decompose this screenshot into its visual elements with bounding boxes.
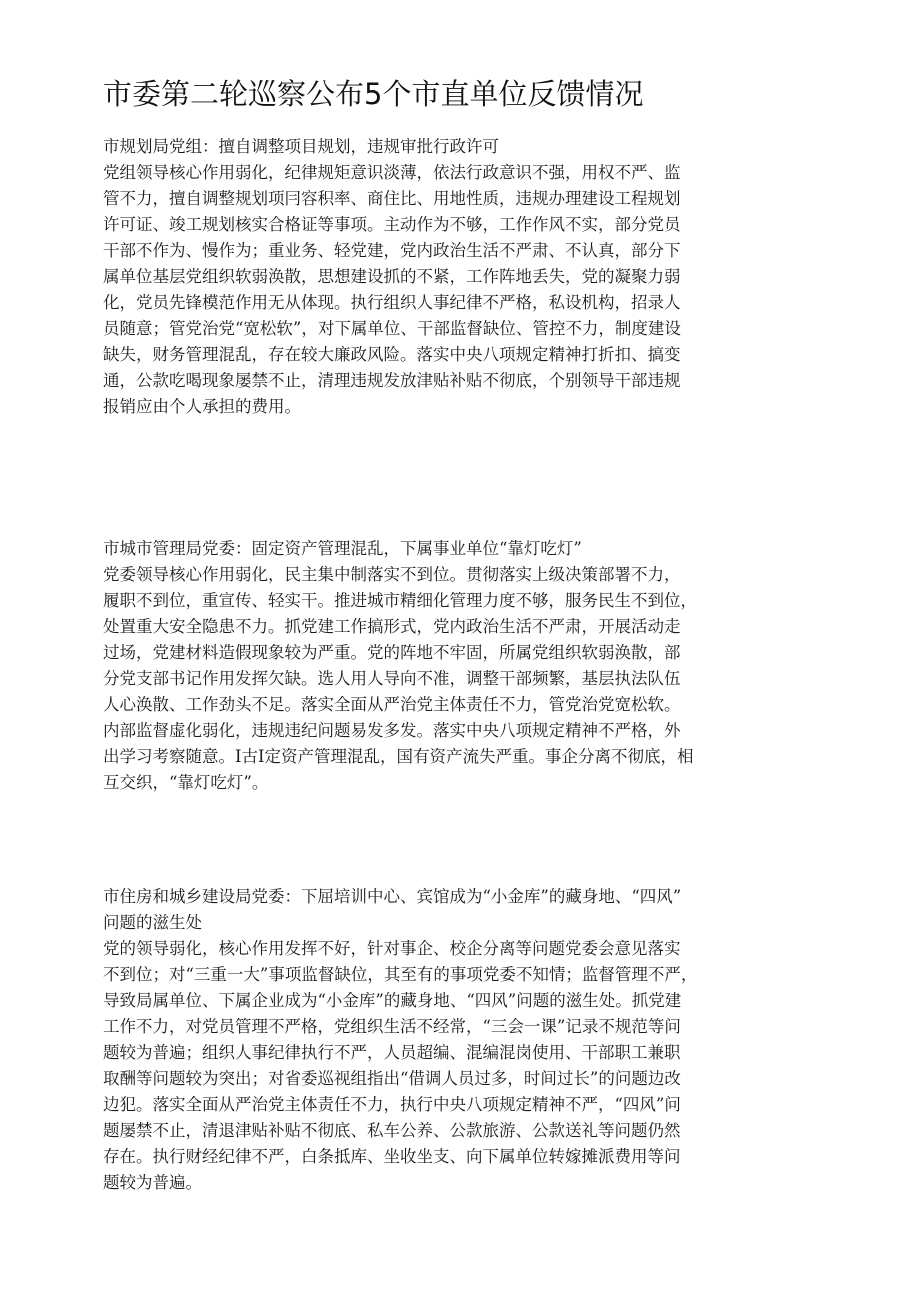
section-urban-management-bureau xyxy=(103,536,813,796)
paragraph-line: 不到位；对“三重一大”事项监督缺位，其至有的事项党委不知情；监督管理不严， xyxy=(103,965,698,984)
paragraph-line: 履职不到位，重宣传、轻实干。推进城市精细化管理力度不够，服务民生不到位， xyxy=(103,591,697,610)
paragraph-line: 缺失，财务管理混乱，存在较大廉政风险。落实中央八项规定精神打折扣、搞变 xyxy=(103,345,681,364)
paragraph-line: 报销应由个人承担的费用。 xyxy=(103,397,301,416)
paragraph-line: 过场，党建材料造假现象较为严重。党的阵地不牢固，所属党组织软弱涣散，部 xyxy=(103,643,681,662)
paragraph-line: 人心涣散、工作劲头不足。落实全面从严治党主体责任不力，管党治党宽松软。 xyxy=(103,695,681,714)
paragraph-line: 工作不力，对党员管理不严格，党组织生活不经常，“三会一课”记录不规范等问 xyxy=(103,1017,681,1036)
paragraph-line: 员随意；管党治党“宽松软”，对下属单位、干部监督缺位、管控不力，制度建设 xyxy=(103,319,681,338)
paragraph-line: 管不力，擅自调整规划项冃容积率、商住比、用地性质，违规办理建设工程规划 xyxy=(103,189,681,208)
section-heading: 市城市管理局党委：固定资产管理混乱，下属事业单位“靠灯吃灯” xyxy=(103,539,582,558)
paragraph-line: 出学习考察随意。I古I定资产管理混乱，国有资产流失严重。事企分离不彻底，相 xyxy=(103,747,694,766)
paragraph-line: 题较为普遍。 xyxy=(103,1173,202,1192)
section-heading: 市住房和城乡建设局党委：下屈培训中心、宾馆成为“小金库”的藏身地、“四风” xyxy=(103,887,682,906)
paragraph-line: 互交织，“靠灯吃灯”。 xyxy=(103,773,269,792)
section-heading-continued: 问题的滋生处 xyxy=(103,913,202,932)
paragraph-line: 题较为普遍；组织人事纪律执行不严，人员超编、混编混岗使用、干部职工兼职 xyxy=(103,1043,681,1062)
paragraph-line: 取酬等问题较为突出；对省委巡视组指出“借调人员过多，时间过长”的问题边改 xyxy=(103,1069,681,1088)
paragraph-line: 分党支部书记作用发挥欠缺。选人用人导向不准，调整干部频繁，基层执法队伍 xyxy=(103,669,681,688)
paragraph-line: 党的领导弱化，核心作用发挥不好，针对事企、校企分离等问题党委会意见落实 xyxy=(103,939,681,958)
paragraph-line: 处置重大安全隐患不力。抓党建工作搞形式，党内政治生活不严肃，开展活动走 xyxy=(103,617,681,636)
paragraph-line: 题屡禁不止，清退津贴补贴不彻底、私车公养、公款旅游、公款送礼等问题仍然 xyxy=(103,1121,681,1140)
section-housing-construction-bureau xyxy=(103,884,813,1196)
paragraph-line: 导致局属单位、下属企业成为“小金库”的藏身地、“四风”问题的滋生处。抓党建 xyxy=(103,991,682,1010)
paragraph-line: 边犯。落实全面从严治党主体责任不力，执行中央八项规定精神不严，“四风”问 xyxy=(103,1095,681,1114)
paragraph-line: 党组领导核心作用弱化，纪律规矩意识淡薄，依法行政意识不强，用权不严、监 xyxy=(103,163,681,182)
paragraph-line: 许可证、竣工规划核实合格证等事项。主动作为不够，工作作风不实，部分党员 xyxy=(103,215,681,234)
paragraph-line: 存在。执行财经纪律不严，白条抵库、坐收坐支、向下属单位转嫁摊派费用等问 xyxy=(103,1147,681,1166)
paragraph-line: 党委领导核心作用弱化，民主集中制落实不到位。贯彻落实上级决策部署不力， xyxy=(103,565,681,584)
section-heading: 市规划局党组：擅自调整项目规划，违规审批行政许可 xyxy=(103,137,499,156)
paragraph-line: 通，公款吃喝现象屡禁不止，清理违规发放津贴补贴不彻底，个别领导干部违规 xyxy=(103,371,681,390)
section-planning-bureau xyxy=(103,134,813,420)
paragraph-line: 内部监督虚化弱化，违规违纪问题易发多发。落实中央八项规定精神不严格，外 xyxy=(103,721,681,740)
paragraph-line: 属单位基层党组织软弱涣散，思想建设抓的不紧，工作阵地丢失，党的凝聚力弱 xyxy=(103,267,681,286)
document-title: 市委第二轮巡察公布5个市直单位反馈情况 xyxy=(103,77,644,111)
paragraph-line: 化，党员先锋模范作用无从体现。执行组织人事纪律不严格，私设机构，招录人 xyxy=(103,293,681,312)
paragraph-line: 干部不作为、慢作为；重业务、轻党建，党内政治生活不严肃、不认真，部分下 xyxy=(103,241,681,260)
